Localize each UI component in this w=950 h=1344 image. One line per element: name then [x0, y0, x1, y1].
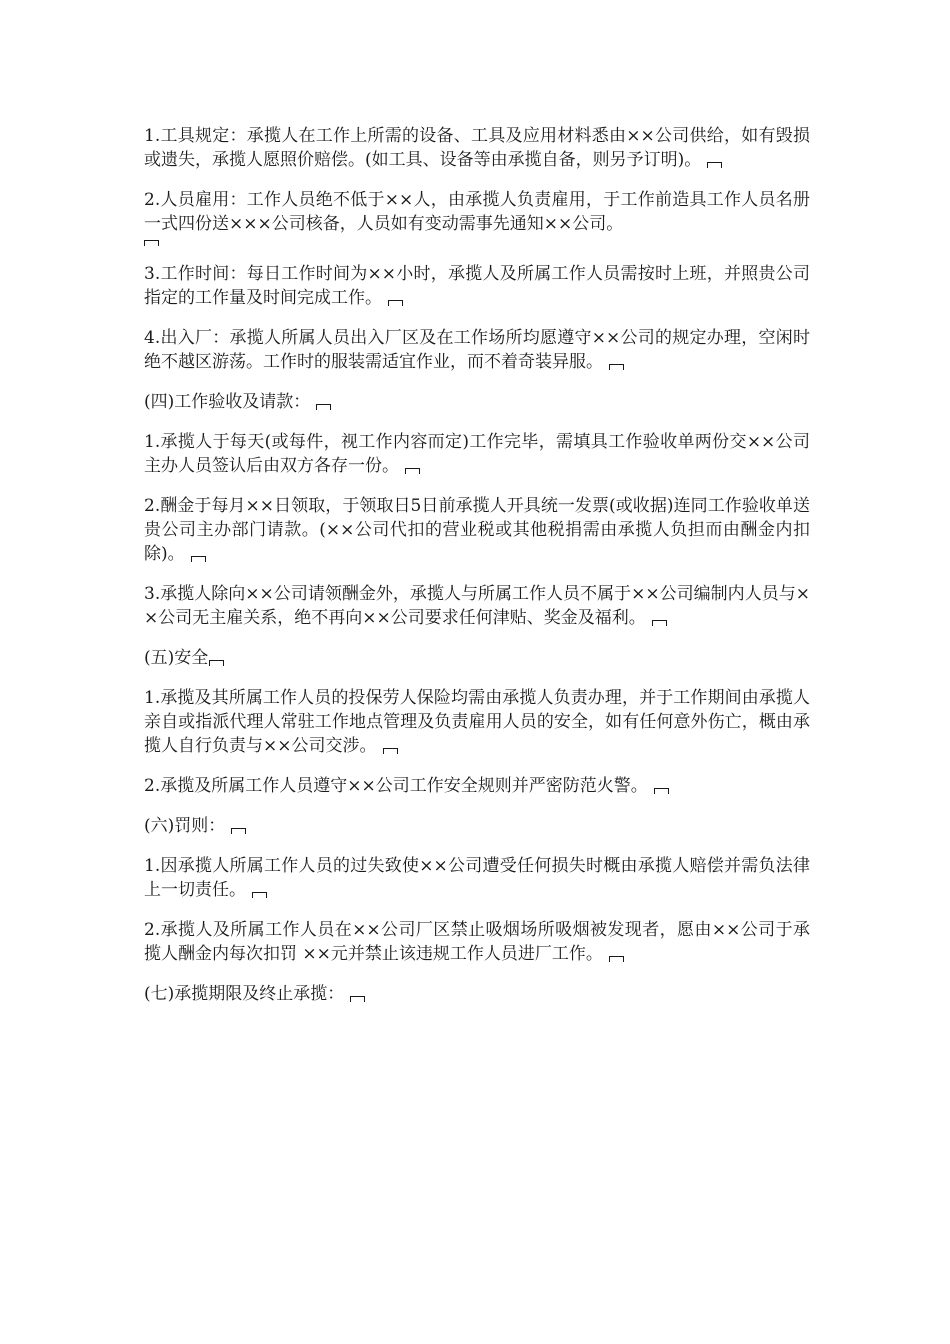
- section-heading-safety: [144, 646, 810, 670]
- paragraph-payment: [144, 494, 810, 566]
- document-body: [144, 124, 810, 1022]
- paragraph-mark-icon: [388, 300, 403, 306]
- paragraph-text: 1.工具规定：承揽人在工作上所需的设备、工具及应用材料悉由××公司供给，如有毁损或遗失，承揽人愿照价赔偿。(如工具、设备等由承揽自备，则另予订明)。: [144, 126, 810, 170]
- paragraph-factory-access: [144, 326, 810, 374]
- section-heading-text: (四)工作验收及请款：: [144, 392, 311, 412]
- paragraph-mark-icon: [654, 788, 669, 794]
- paragraph-mark-icon: [144, 240, 159, 246]
- section-heading-acceptance: [144, 390, 810, 414]
- paragraph-text: 2.人员雇用：工作人员绝不低于××人，由承揽人负责雇用，于工作前造具工作人员名册一式四份送×××公司核备，人员如有变动需事先通知××公司。: [144, 190, 810, 234]
- paragraph-tools: [144, 124, 810, 172]
- paragraph-mark-icon: [383, 748, 398, 754]
- paragraph-smoking-penalty: [144, 918, 810, 966]
- paragraph-no-employment-relation: [144, 582, 810, 630]
- paragraph-acceptance-form: [144, 430, 810, 478]
- paragraph-text: 2.酬金于每月××日领取，于领取日5日前承揽人开具统一发票(或收据)连同工作验收单送贵公司主办部门请款。(××公司代扣的营业税或其他税捐需由承揽人负担而由酬金内扣除)。: [144, 496, 810, 564]
- section-heading-text: (五)安全: [144, 648, 209, 668]
- paragraph-text: 2.承揽人及所属工作人员在××公司厂区禁止吸烟场所吸烟被发现者，愿由××公司于承揽人酬金内每次扣罚 ××元并禁止该违规工作人员进厂工作。: [144, 920, 810, 964]
- section-heading-text: (七)承揽期限及终止承揽：: [144, 984, 345, 1004]
- paragraph-mark-icon: [707, 162, 722, 168]
- paragraph-text: 1.承揽人于每天(或每件，视工作内容而定)工作完毕，需填具工作验收单两份交××公司主办人员签认后由双方各存一份。: [144, 432, 810, 476]
- paragraph-text: 1.承揽及其所属工作人员的投保劳人保险均需由承揽人负责办理，并于工作期间由承揽人亲自或指派代理人常驻工作地点管理及负责雇用人员的安全，如有任何意外伤亡，概由承揽人自行负责与××公司交涉。: [144, 688, 810, 756]
- paragraph-text: 3.工作时间：每日工作时间为××小时，承揽人及所属工作人员需按时上班，并照贵公司指定的工作量及时间完成工作。: [144, 264, 810, 308]
- paragraph-text: 3.承揽人除向××公司请领酬金外，承揽人与所属工作人员不属于××公司编制内人员与××公司无主雇关系，绝不再向××公司要求任何津贴、奖金及福利。: [144, 584, 810, 628]
- paragraph-working-hours: [144, 262, 810, 310]
- paragraph-mark-icon: [609, 956, 624, 962]
- paragraph-mark-icon: [609, 364, 624, 370]
- paragraph-mark-icon: [191, 556, 206, 562]
- paragraph-liability: [144, 854, 810, 902]
- paragraph-mark-icon: [405, 468, 420, 474]
- paragraph-mark-icon: [350, 996, 365, 1002]
- paragraph-text: 4.出入厂：承揽人所属人员出入厂区及在工作场所均愿遵守××公司的规定办理，空闲时绝不越区游荡。工作时的服装需适宜作业，而不着奇装异服。: [144, 328, 810, 372]
- paragraph-mark-icon: [231, 828, 246, 834]
- paragraph-mark-icon: [652, 620, 667, 626]
- paragraph-text: 1.因承揽人所属工作人员的过失致使××公司遭受任何损失时概由承揽人赔偿并需负法律上一切责任。: [144, 856, 810, 900]
- section-heading-penalties: [144, 814, 810, 838]
- paragraph-text: 2.承揽及所属工作人员遵守××公司工作安全规则并严密防范火警。: [144, 776, 648, 796]
- paragraph-fire-safety: [144, 774, 810, 798]
- section-heading-text: (六)罚则：: [144, 816, 226, 836]
- paragraph-mark-icon: [209, 660, 224, 666]
- section-heading-term: [144, 982, 810, 1006]
- paragraph-mark-icon: [252, 892, 267, 898]
- paragraph-insurance: [144, 686, 810, 758]
- paragraph-staffing: [144, 188, 810, 246]
- paragraph-mark-icon: [316, 404, 331, 410]
